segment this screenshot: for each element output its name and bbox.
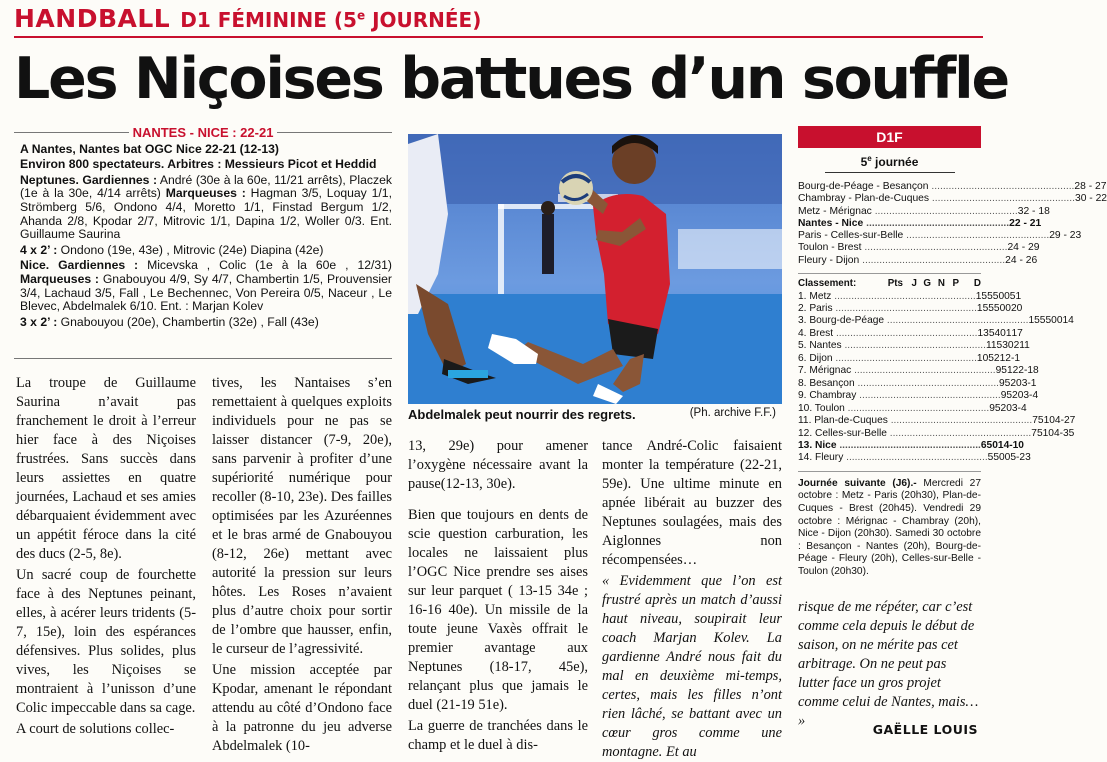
standings-n: 0 [1006,402,1012,414]
byline: GAËLLE LOUIS [872,722,978,737]
standings-table [798,278,1076,465]
standings-p: 3 [1021,377,1028,389]
result-row [798,217,1042,230]
result-score: 24 - 26 [1005,254,1038,266]
standings-p: 2 [1005,352,1011,364]
article-paragraph: A court de solutions collec- [16,721,175,737]
standings-pts: 9 [995,365,1002,377]
standings-j: 5 [1001,365,1007,377]
sheet-officials [20,158,392,172]
result-match: Toulon - Brest ..... [798,242,1007,254]
result-score: 29 - 23 [1049,230,1082,242]
standings-row [798,377,1037,390]
standings-n: 2 [1012,365,1019,377]
standings-d: -1 [1027,377,1037,389]
result-row [798,242,1040,254]
standings-p: 2 [1013,340,1020,352]
sheet-nantes-suspensions [20,244,392,258]
title-rule-right [277,132,392,133]
standings-pts: 15 [975,290,988,302]
sidebar-header: D1F [798,126,981,148]
next-round-text: Mercredi 27 octobre : Metz - Paris (20h30), Plan-de-Cuques - Brest (20h45). Vendredi 29 octobre : Mérignac - Chambray (20h), Nice - Dijon (20h30). Samedi 30 octobre : Besançon - Nantes (20h), Bourg-de-Péage - Fleury (20h), Celles-sur-Belle - Toulon (20h30). [798,477,981,578]
standings-g: 4 [994,327,1001,339]
result-score: 32 - 18 [1017,205,1050,217]
standings-n: 0 [1049,415,1055,427]
standings-n: 0 [1017,390,1024,402]
standings-row [798,402,1027,415]
round-rule [825,172,955,173]
standings-j: 5 [988,327,995,339]
standings-pts: 15 [1028,315,1040,327]
article-paragraph: tives, les Nantaises s’en remettaient à quelques exploits individuels pour ne pas se laisser distancer (7-9, 20e), sans parvenir à profiter d’une supériorité numérique pour recoller (8-10, 23e). Des failles optimisées par les Azuréennes et le bras armé de Gnabouyou (8-12, 26e) mettant avec autorité la pression sur leurs hôtes. Les Roses n’avaient plus d’autre choix pour sortir de l’ombre que hausser, enfin, le curseur de l’agressivité. [212,375,392,657]
standings-team: 14. Fleury ..... [798,452,988,464]
standings-g: 5 [1045,315,1052,327]
sheet-nice-lineup [20,259,392,313]
caption-text: Abdelmalek peut nourrir des regrets. [408,407,636,422]
standings-j: 5 [1039,315,1046,327]
standings-p: 2 [1018,365,1024,377]
nantes-scorers-label: Marqueuses : [165,186,246,201]
quote-continuation: risque de me répéter, car c’est comme cela depuis le début de saison, on ne mérite pas cet arbitrage. On ne peut pas lutter face un gros projet comme celui de Nantes, mais… » [798,599,979,729]
standings-team: 1. Metz ..... [798,291,976,303]
standings-p: 3 [1023,390,1030,402]
nice-scorers-label: Marqueuses : [20,271,99,286]
standings-row [798,439,1024,452]
article-paragraph: Un sacré coup de fourchette face à des Neptunes peinant, elles, à acérer leurs tridents (5-7, 15e), loin des espérances défensives. Plus solides, plus vives, les Niçoises se montraient à l’unisson d’une Colic impeccable dans sa cage. [16,567,196,716]
next-round [798,478,981,579]
standings-header [798,278,981,290]
sheet-nantes-lineup [20,174,392,242]
kicker-rule [14,36,983,38]
standings-row [798,327,1023,340]
standings-d: 14 [1062,315,1074,327]
result-match: Nantes - Nice ..... [798,218,1009,230]
results-list [798,181,1107,267]
result-score: 30 - 22 [1074,193,1107,205]
standings-g: 3 [1002,340,1008,352]
result-row [798,181,1107,193]
standings-j: 5 [986,439,993,451]
standings-n: 1 [997,439,1004,451]
sheet-nice-suspensions [20,316,392,330]
standings-n: 0 [999,302,1006,314]
article-column-1 [16,374,196,748]
standings-team: 5. Nantes ..... [798,340,986,352]
standings-d: 51 [1009,290,1022,302]
article-paragraph: La troupe de Guillaume Saurina n’avait pas franchement le droit à l’erreur hier face à des Niçoises frustrées. Sans succès dans leurs assiettes en quatre journées, Lachaud et ses amies débarquaient évidemment avec un appétit féroce dans la cité des ducs (2-5, 8e). [16,375,196,562]
standings-d: -10 [1009,439,1024,451]
competition-sup: e [356,8,366,23]
nantes-suspensions: Ondono (19e, 43e) , Mitrovic (24e) Diapina (42e) [57,242,324,257]
standings-pts: 5 [987,452,994,464]
standings-n: 0 [998,290,1005,302]
nice-suspensions: Gnabouyou (20e), Chambertin (32e) , Fall (43e) [57,314,319,329]
standings-j: 5 [988,302,994,314]
standings-j: 5 [1037,415,1044,427]
standings-g: 1 [1042,427,1049,439]
match-sheet-title [14,126,392,140]
article-paragraph: 13, 29e) pour amener l’oxygène nécessaire avant la pause(12-13, 30e). [408,438,588,492]
standings-team: 8. Besançon ..... [798,378,999,390]
standings-j: 5 [1006,390,1013,402]
article-paragraph: tance André-Colic faisaient monter la température (22-21, 59e). Une ultime minute en apnée libérait au buzzer des Neptunes soulagées, mais des Aiglonnes non récompensées… [602,438,782,568]
article-photo [408,134,782,404]
sheet-result [20,143,392,157]
standings-p: 4 [1003,439,1010,451]
headline: Les Niçoises battues d’un souffle [14,46,1008,112]
sheet-bottom-rule [14,358,392,359]
result-score: 22 - 21 [1009,217,1042,229]
standings-p: 5 [1010,452,1017,464]
standings-d: 20 [1010,302,1023,314]
standings-g: 0 [999,452,1005,464]
standings-d: -23 [1016,452,1031,464]
standings-d: -4 [1029,390,1039,402]
standings-row [798,390,1039,402]
standings-team: 3. Bourg-de-Péage ..... [798,315,1028,327]
standings-pts: 15 [976,302,989,314]
standings-team: 10. Toulon ..... [798,403,989,415]
photo-credit: (Ph. archive F.F.) [689,407,776,419]
standings-d: 11 [1019,340,1030,352]
standings-row [798,290,1022,303]
nantes-scorers: Hagman 3/5, Loquay 1/1, Strömberg 5/6, Ondono 4/4, Moretto 1/1, Finstad Bergum 1/2, Ahanda 2/8, Kpodar 2/7, Mitrovic 1/1, Dapina 1/2, Woller 0/3. Ent. Guillaume Saurina [20,186,392,242]
col-d: D [973,278,981,290]
standings-row [798,302,1023,315]
title-rule-left [14,132,129,133]
result-row [798,193,1107,205]
col-pts: Pts [887,278,903,290]
section-kicker [14,4,481,38]
nantes-goalkeepers: André (30e à la 60e, 11/21 arrêts), Placzek (1e à la 30e, 4/14 arrêts) [20,172,392,201]
standings-team: 7. Mérignac ..... [798,365,996,377]
standings-n: 0 [1004,452,1011,464]
standings-row [798,352,1020,365]
standings-team: 11. Plan-de-Cuques ..... [798,415,1032,427]
standings-n: 0 [1051,315,1057,327]
standings-j: 5 [1036,427,1043,439]
standings-j: 5 [994,402,1001,414]
standings-j: 5 [987,290,993,302]
standings-row [798,315,1074,327]
article-column-2 [212,374,392,754]
nice-suspensions-label: 3 x 2’ : [20,314,58,329]
standings-d: -1 [1010,352,1020,364]
nantes-goalkeepers-label: Neptunes. Gardiennes : [20,172,157,187]
article-column-4 [602,437,782,760]
sheet-officials-text: Environ 800 spectateurs. Arbitres : Messieurs Picot et Heddid [20,157,377,172]
result-row [798,230,1082,242]
standings-pts: 7 [1031,427,1037,439]
nice-goalkeepers: Micevska , Colic (1e à la 60e , 12/31) [138,258,392,273]
standings-row [798,365,1039,377]
article-column-3 [408,437,588,753]
standings-g: 2 [1000,402,1007,414]
standings-team: 9. Chambray ..... [798,390,1001,402]
standings-d: 17 [1011,327,1023,339]
standings-g: 2 [1010,377,1017,389]
next-round-label: Journée suivante (J6).- [798,477,917,489]
result-match: Fleury - Dijon ..... [798,255,1005,267]
standings-pts: 9 [989,402,995,414]
result-match: Chambray - Plan-de-Cuques ..... [798,193,1075,205]
standings-pts: 9 [1000,390,1007,402]
standings-team: 12. Celles-sur-Belle ..... [798,428,1031,440]
result-row [798,205,1050,218]
photo-caption [408,407,782,422]
standings-row [798,340,1030,352]
article-paragraph: Une mission acceptée par Kpodar, amenant le répondant attendu au côté d’Ondono face à la patronne du jeu adverse Abdelmalek (10- [212,662,392,754]
round-title [798,154,981,169]
standings-team: 4. Brest ..... [798,328,977,340]
result-score: 24 - 29 [1007,242,1040,254]
standings-g: 1 [1006,365,1013,377]
match-score-title: NANTES - NICE : 22-21 [132,125,274,140]
standings-pts: 9 [999,377,1005,389]
sheet-result-text: A Nantes, Nantes bat OGC Nice 22-21 (12-13) [20,141,279,156]
standings-g: 2 [1012,390,1018,402]
standings-d: -18 [1023,365,1039,377]
competition-label [180,8,481,32]
standings-j: 5 [996,340,1003,352]
standings-pts: 7 [1032,415,1038,427]
standings-row [798,452,1031,464]
standings-team: 13. Nice ..... [798,440,981,452]
match-sheet [14,126,392,356]
handball-player-photo [408,134,782,404]
nice-goalkeepers-label: Nice. Gardiennes : [20,258,139,273]
round-sup: e [867,154,872,163]
standings-p: 4 [1053,427,1060,439]
coach-quote: « Evidemment que l’on est frustré après un match d’aussi haut niveau, soupirait leur coach Marjan Kolev. La gardienne André nous fait du mal en deuxième mi-temps, certes, mais les filles n’ont rien lâché, se battant avec un cœur gros comme une montagne. Et au [602,573,782,760]
standings-p: 0 [1004,290,1010,302]
standings-p: 3 [1011,402,1018,414]
standings-j: 5 [993,452,999,464]
sidebar-rule [798,273,981,274]
col-g: G [923,278,931,290]
nice-scorers: Gnabouyou 4/9, Sy 4/7, Chambertin 1/5, Prouvensier 3/4, Lachaud 3/5, Fall , Le Bechennec, Von Pereira 0/5, Naceur , Le Blevec, Abdelmalek 6/10. Ent. : Marjan Kolev [20,271,392,314]
standings-p: 1 [1005,327,1012,339]
col-n: N [937,278,945,290]
standings-pts: 6 [980,439,987,451]
standings-team: 6. Dijon ..... [798,353,977,365]
result-match: Paris - Celles-sur-Belle ..... [798,230,1049,242]
standings-label: Classement: [798,278,857,290]
col-p: P [952,278,959,290]
standings-g: 1 [1043,415,1050,427]
standings-j: 5 [988,352,994,364]
standings-team: 2. Paris ..... [798,303,977,315]
standings-pts: 10 [976,352,989,364]
standings-j: 5 [1004,377,1011,389]
standings-n: 0 [1007,340,1014,352]
round-label: journée [871,155,919,169]
standings-n: 0 [1016,377,1022,389]
nantes-suspensions-label: 4 x 2’ : [20,242,58,257]
standings-pts: 13 [977,327,989,339]
result-row [798,254,1038,267]
competition-text: D1 FÉMININE (5 [180,8,357,32]
result-match: Metz - Mérignac ..... [798,206,1018,218]
standings-g: 0 [992,439,998,451]
result-score: 28 - 27 [1074,181,1107,192]
round-number: 5 [860,155,868,169]
article-paragraph: La guerre de tranchées dans le champ et le duel à dis- [408,718,588,753]
article-paragraph: Bien que toujours en dents de scie question carburation, les locales ne laissaient plus l’OGC Nice prendre ses aises sur leur parquet ( 13-15 34e ; 16-16 40e). Un missile de la toute jeune Vaxès offrait le premier avantage aux Neptunes (18-17, 45e), relançant plus que jamais le duel (21-19 51e). [408,507,588,713]
standings-n: 0 [1000,327,1006,339]
standings-p: 4 [1054,415,1061,427]
standings-d: -35 [1059,427,1075,439]
standings-row [798,427,1075,440]
col-j: J [911,278,917,290]
standings-g: 5 [992,290,999,302]
standings-g: 2 [993,352,1000,364]
result-match: Bourg-de-Péage - Besançon ..... [798,181,1074,193]
standings-d: -27 [1060,415,1076,427]
standings-n: 1 [999,352,1006,364]
standings-p: 0 [1056,315,1063,327]
standings-row [798,415,1076,427]
standings-pts: 11 [985,340,997,352]
standings-d: -4 [1017,402,1027,414]
sport-label: HANDBALL [14,4,171,33]
sidebar-rule-2 [798,471,981,472]
standings-p: 0 [1005,302,1011,314]
standings-n: 0 [1048,427,1054,439]
competition-end: JOURNÉE) [365,8,482,32]
standings-g: 5 [993,302,1000,314]
results-sidebar [798,126,1107,584]
